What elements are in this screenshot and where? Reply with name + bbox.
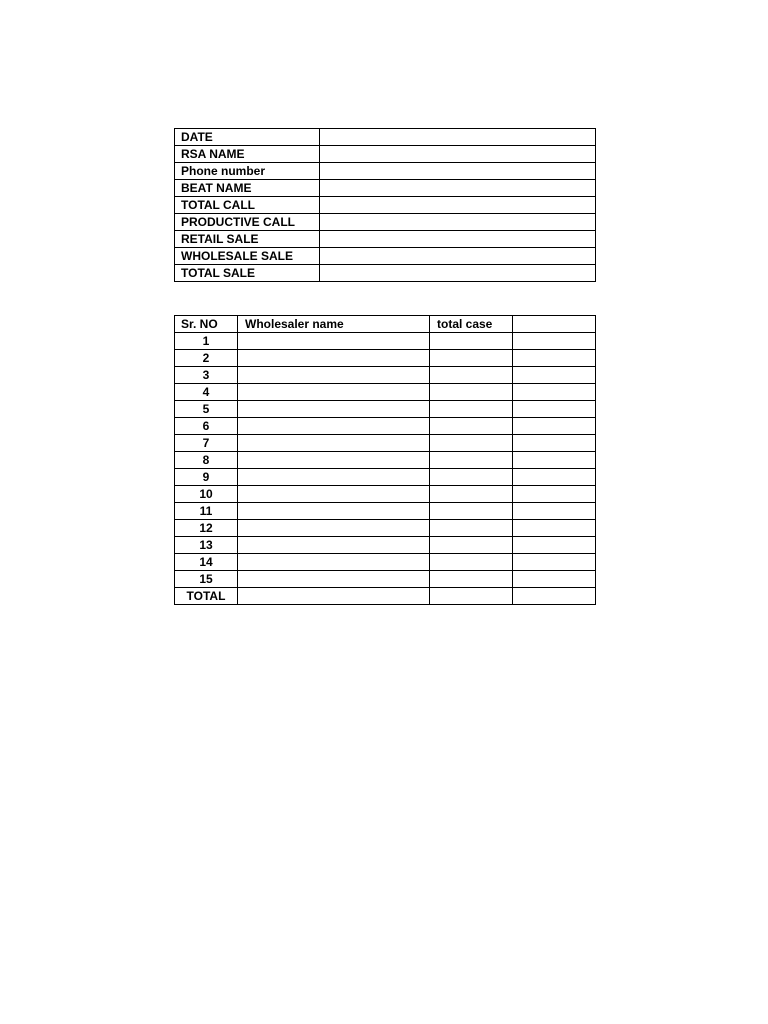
- info-label: DATE: [175, 129, 320, 146]
- info-value-cell[interactable]: [320, 129, 596, 146]
- sr-no-cell: 8: [175, 452, 238, 469]
- wholesaler-name-cell[interactable]: [238, 384, 430, 401]
- info-value-cell[interactable]: [320, 265, 596, 282]
- wholesaler-name-cell[interactable]: [238, 367, 430, 384]
- extra-cell[interactable]: [513, 503, 596, 520]
- extra-cell[interactable]: [513, 537, 596, 554]
- sr-no-cell: 15: [175, 571, 238, 588]
- total-case-cell[interactable]: [430, 452, 513, 469]
- info-label: BEAT NAME: [175, 180, 320, 197]
- total-row: [175, 588, 596, 605]
- sr-no-cell: 1: [175, 333, 238, 350]
- info-row: [175, 231, 596, 248]
- table-row: [175, 435, 596, 452]
- header-sr-no: Sr. NO: [175, 316, 238, 333]
- total-case-cell[interactable]: [430, 520, 513, 537]
- total-case-cell[interactable]: [430, 588, 513, 605]
- wholesaler-table: [174, 315, 596, 605]
- wholesaler-name-cell[interactable]: [238, 537, 430, 554]
- info-row: [175, 248, 596, 265]
- info-value-cell[interactable]: [320, 146, 596, 163]
- info-value-cell[interactable]: [320, 231, 596, 248]
- sr-no-cell: 2: [175, 350, 238, 367]
- wholesaler-name-cell[interactable]: [238, 435, 430, 452]
- wholesaler-table-header: [175, 316, 596, 333]
- info-row: [175, 265, 596, 282]
- info-row: [175, 146, 596, 163]
- table-row: [175, 503, 596, 520]
- wholesaler-name-cell[interactable]: [238, 486, 430, 503]
- sales-info-table: [174, 128, 596, 282]
- table-row: [175, 384, 596, 401]
- sr-no-cell: 10: [175, 486, 238, 503]
- info-label: RSA NAME: [175, 146, 320, 163]
- extra-cell[interactable]: [513, 486, 596, 503]
- extra-cell[interactable]: [513, 469, 596, 486]
- info-value-cell[interactable]: [320, 163, 596, 180]
- header-total-case: total case: [430, 316, 513, 333]
- info-row: [175, 197, 596, 214]
- info-label: RETAIL SALE: [175, 231, 320, 248]
- total-case-cell[interactable]: [430, 469, 513, 486]
- info-value-cell[interactable]: [320, 180, 596, 197]
- wholesaler-name-cell[interactable]: [238, 418, 430, 435]
- extra-cell[interactable]: [513, 588, 596, 605]
- total-case-cell[interactable]: [430, 401, 513, 418]
- sr-no-cell: 5: [175, 401, 238, 418]
- sr-no-cell: 12: [175, 520, 238, 537]
- wholesaler-name-cell[interactable]: [238, 452, 430, 469]
- info-value-cell[interactable]: [320, 248, 596, 265]
- table-row: [175, 554, 596, 571]
- extra-cell[interactable]: [513, 520, 596, 537]
- total-case-cell[interactable]: [430, 486, 513, 503]
- total-case-cell[interactable]: [430, 418, 513, 435]
- table-row: [175, 367, 596, 384]
- wholesaler-name-cell[interactable]: [238, 350, 430, 367]
- sr-no-cell: 6: [175, 418, 238, 435]
- table-row: [175, 469, 596, 486]
- table-row: [175, 452, 596, 469]
- extra-cell[interactable]: [513, 452, 596, 469]
- sr-no-cell: 14: [175, 554, 238, 571]
- total-case-cell[interactable]: [430, 571, 513, 588]
- total-case-cell[interactable]: [430, 384, 513, 401]
- table-row: [175, 418, 596, 435]
- extra-cell[interactable]: [513, 367, 596, 384]
- total-label: TOTAL: [175, 588, 238, 605]
- info-value-cell[interactable]: [320, 214, 596, 231]
- total-case-cell[interactable]: [430, 554, 513, 571]
- extra-cell[interactable]: [513, 384, 596, 401]
- sr-no-cell: 3: [175, 367, 238, 384]
- sr-no-cell: 4: [175, 384, 238, 401]
- wholesaler-name-cell[interactable]: [238, 588, 430, 605]
- extra-cell[interactable]: [513, 333, 596, 350]
- wholesaler-table-body: [175, 333, 596, 605]
- extra-cell[interactable]: [513, 435, 596, 452]
- table-row: [175, 520, 596, 537]
- info-value-cell[interactable]: [320, 197, 596, 214]
- wholesaler-name-cell[interactable]: [238, 554, 430, 571]
- info-label: PRODUCTIVE CALL: [175, 214, 320, 231]
- table-row: [175, 350, 596, 367]
- info-row: [175, 129, 596, 146]
- info-row: [175, 163, 596, 180]
- info-label: TOTAL SALE: [175, 265, 320, 282]
- table-row: [175, 486, 596, 503]
- header-wholesaler-name: Wholesaler name: [238, 316, 430, 333]
- wholesaler-name-cell[interactable]: [238, 571, 430, 588]
- wholesaler-name-cell[interactable]: [238, 401, 430, 418]
- info-label: WHOLESALE SALE: [175, 248, 320, 265]
- info-row: [175, 180, 596, 197]
- sr-no-cell: 7: [175, 435, 238, 452]
- extra-cell[interactable]: [513, 418, 596, 435]
- wholesaler-name-cell[interactable]: [238, 520, 430, 537]
- extra-cell[interactable]: [513, 554, 596, 571]
- table-row: [175, 401, 596, 418]
- sr-no-cell: 13: [175, 537, 238, 554]
- total-case-cell[interactable]: [430, 503, 513, 520]
- header-row: [175, 316, 596, 333]
- sr-no-cell: 9: [175, 469, 238, 486]
- wholesaler-name-cell[interactable]: [238, 503, 430, 520]
- wholesaler-name-cell[interactable]: [238, 333, 430, 350]
- total-case-cell[interactable]: [430, 537, 513, 554]
- sr-no-cell: 11: [175, 503, 238, 520]
- table-row: [175, 333, 596, 350]
- extra-cell[interactable]: [513, 571, 596, 588]
- total-case-cell[interactable]: [430, 367, 513, 384]
- total-case-cell[interactable]: [430, 333, 513, 350]
- wholesaler-name-cell[interactable]: [238, 469, 430, 486]
- sales-info-body: [175, 129, 596, 282]
- table-row: [175, 571, 596, 588]
- extra-cell[interactable]: [513, 350, 596, 367]
- info-row: [175, 214, 596, 231]
- info-label: TOTAL CALL: [175, 197, 320, 214]
- extra-cell[interactable]: [513, 401, 596, 418]
- header-extra: [513, 316, 596, 333]
- info-label: Phone number: [175, 163, 320, 180]
- table-row: [175, 537, 596, 554]
- total-case-cell[interactable]: [430, 435, 513, 452]
- total-case-cell[interactable]: [430, 350, 513, 367]
